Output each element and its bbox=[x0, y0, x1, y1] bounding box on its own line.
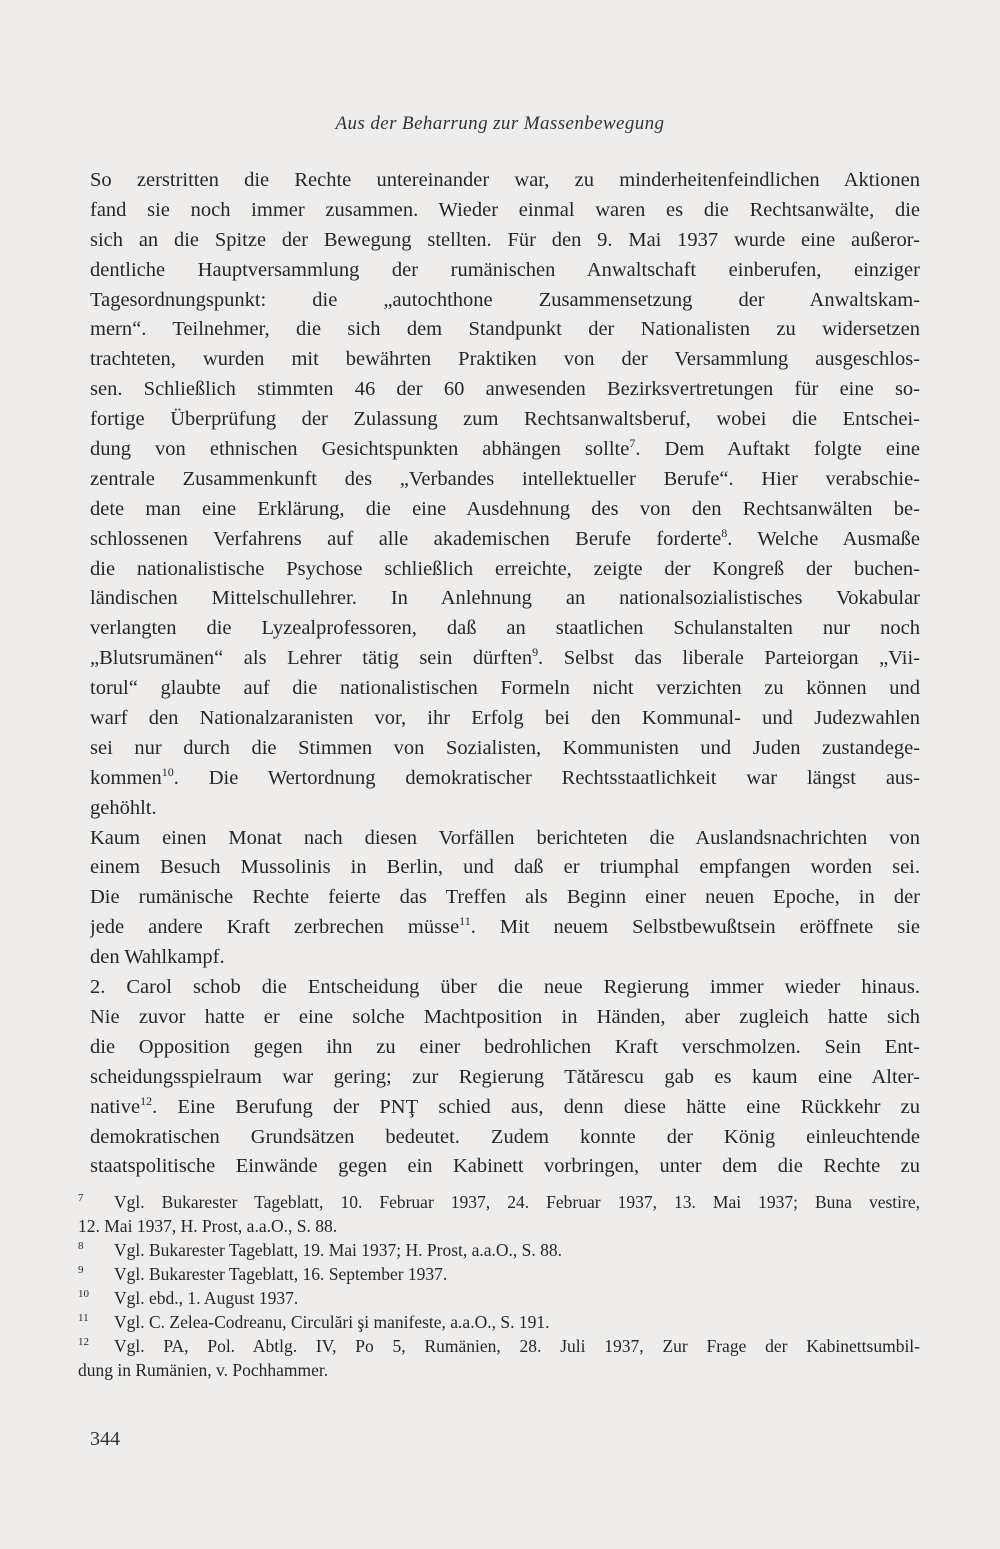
text-segment: . Welche Ausmaße bbox=[727, 527, 920, 550]
footnote-7: 7 Vgl. Bukarester Tageblatt, 10. Februar 1937, 24. Februar 1937, 13. Mai 1937; Buna vestire, bbox=[78, 1192, 920, 1212]
text-line bbox=[90, 764, 920, 794]
text-segment: . Die Wertordnung demokratischer Rechtsstaatlichkeit war längst aus- bbox=[173, 766, 920, 789]
footnote-11: 11 Vgl. C. Zelea-Codreanu, Circulări şi manifeste, a.a.O., S. 191. bbox=[78, 1312, 550, 1332]
text-line: 2. Carol schob die Entscheidung über die neue Regierung immer wieder hinaus. bbox=[90, 976, 920, 999]
footnote-10: 10 Vgl. ebd., 1. August 1937. bbox=[78, 1288, 299, 1308]
text-line: Nie zuvor hatte er eine solche Machtposition in Händen, aber zugleich hatte sich bbox=[90, 1005, 920, 1028]
footnote-text: Vgl. C. Zelea-Codreanu, Circulări şi manifeste, a.a.O., S. 191. bbox=[114, 1312, 550, 1332]
running-title: Aus der Beharrung zur Massenbewegung bbox=[335, 113, 665, 134]
text-line: scheidungsspielraum war gering; zur Regierung Tătărescu gab es kaum eine Alter- bbox=[90, 1065, 920, 1088]
text-line: verlangten die Lyzealprofessoren, daß an staatlichen Schulanstalten nur noch bbox=[90, 617, 920, 640]
body-text bbox=[90, 166, 920, 1182]
text-segment: dung von ethnischen Gesichtspunkten abhängen sollte bbox=[90, 438, 630, 461]
footnotes bbox=[78, 1190, 920, 1382]
text-line bbox=[90, 1093, 920, 1123]
text-line: ländischen Mittelschullehrer. In Anlehnung an nationalsozialistisches Vokabular bbox=[90, 587, 920, 610]
footnote-ref: 12 bbox=[140, 1093, 153, 1108]
footnote-text: Vgl. Bukarester Tageblatt, 16. September 1937. bbox=[114, 1264, 448, 1284]
text-segment: . Dem Auftakt folgte eine bbox=[635, 438, 920, 461]
text-line: So zerstritten die Rechte untereinander war, zu minderheitenfeindlichen Aktionen bbox=[90, 169, 920, 191]
text-line: torul“ glaubte auf die nationalistischen Formeln nicht verzichten zu können und bbox=[90, 677, 920, 700]
text-line: zentrale Zusammenkunft des „Verbandes intellektueller Berufe“. Hier verabschie- bbox=[90, 467, 920, 490]
text-line: fand sie noch immer zusammen. Wieder einmal waren es die Rechtsanwälte, die bbox=[90, 198, 920, 221]
footnote-12: 12 Vgl. PA, Pol. Abtlg. IV, Po 5, Rumänien, 28. Juli 1937, Zur Frage der Kabinettsumbil- bbox=[78, 1336, 920, 1356]
footnote-9: 9 Vgl. Bukarester Tageblatt, 16. September 1937. bbox=[78, 1264, 448, 1284]
text-segment: . Selbst das liberale Parteiorgan „Vii- bbox=[538, 647, 920, 670]
footnote-7-cont: 12. Mai 1937, H. Prost, a.a.O., S. 88. bbox=[78, 1216, 338, 1236]
text-line: die Opposition gegen ihn zu einer bedrohlichen Kraft verschmolzen. Sein Ent- bbox=[90, 1035, 920, 1058]
text-line: sei nur durch die Stimmen von Sozialisten, Kommunisten und Juden zustandege- bbox=[90, 736, 920, 759]
text-line: warf den Nationalzaranisten vor, ihr Erfolg bei den Kommunal- und Judezwahlen bbox=[90, 707, 920, 730]
text-line: fortige Überprüfung der Zulassung zum Rechtsanwaltsberuf, wobei die Entschei- bbox=[90, 408, 920, 431]
text-segment: „Blutsrumänen“ als Lehrer tätig sein dürften bbox=[90, 647, 533, 670]
text-segment: jede andere Kraft zerbrechen müsse bbox=[90, 916, 460, 939]
text-line bbox=[90, 644, 920, 674]
text-line: sen. Schließlich stimmten 46 der 60 anwesenden Bezirksvertretungen für eine so- bbox=[90, 378, 920, 401]
footnote-ref: 8 bbox=[721, 525, 728, 540]
text-line: Kaum einen Monat nach diesen Vorfällen berichteten die Auslandsnachrichten von bbox=[90, 826, 920, 849]
footnote-8: 8 Vgl. Bukarester Tageblatt, 19. Mai 1937; H. Prost, a.a.O., S. 88. bbox=[78, 1240, 563, 1260]
page-number: 344 bbox=[90, 1428, 120, 1450]
text-line: Tagesordnungspunkt: die „autochthone Zusammensetzung der Anwaltskam- bbox=[90, 288, 920, 311]
text-line: dete man eine Erklärung, die eine Ausdehnung des von den Rechtsanwälten be- bbox=[90, 497, 920, 520]
text-line: demokratischen Grundsätzen bedeutet. Zudem konnte der König einleuchtende bbox=[90, 1125, 920, 1148]
footnote-12-cont: dung in Rumänien, v. Pochhammer. bbox=[78, 1360, 329, 1380]
text-segment: . Mit neuem Selbstbewußtsein eröffnete sie bbox=[470, 916, 920, 939]
footnote-ref: 11 bbox=[459, 914, 471, 929]
text-line: sich an die Spitze der Bewegung stellten. Für den 9. Mai 1937 wurde eine außeror- bbox=[90, 228, 920, 251]
text-line: den Wahlkampf. bbox=[90, 946, 225, 969]
text-line: einem Besuch Mussolinis in Berlin, und daß er triumphal empfangen worden sei. bbox=[90, 856, 920, 879]
text-line: dentliche Hauptversammlung der rumänischen Anwaltschaft einberufen, einziger bbox=[90, 258, 920, 281]
footnote-text: Vgl. Bukarester Tageblatt, 19. Mai 1937; H. Prost, a.a.O., S. 88. bbox=[114, 1240, 563, 1260]
text-segment: kommen bbox=[90, 766, 162, 789]
footnote-ref: 10 bbox=[161, 764, 174, 779]
footnote-ref: 9 bbox=[532, 645, 539, 660]
text-line: staatspolitische Einwände gegen ein Kabinett vorbringen, unter dem die Rechte zu bbox=[90, 1155, 920, 1178]
text-segment: native bbox=[90, 1095, 141, 1118]
text-line bbox=[90, 525, 920, 555]
text-segment: . Eine Berufung der PNŢ schied aus, denn diese hätte eine Rückkehr zu bbox=[152, 1095, 920, 1118]
text-line: mern“. Teilnehmer, die sich dem Standpunkt der Nationalisten zu widersetzen bbox=[90, 318, 920, 341]
text-line: gehöhlt. bbox=[90, 796, 157, 819]
text-line: die nationalistische Psychose schließlich erreichte, zeigte der Kongreß der buchen- bbox=[90, 557, 920, 580]
footnote-text: Vgl. ebd., 1. August 1937. bbox=[114, 1288, 299, 1308]
footnote-text: Vgl. PA, Pol. Abtlg. IV, Po 5, Rumänien, 28. Juli 1937, Zur Frage der Kabinettsumbil- bbox=[114, 1336, 920, 1356]
text-segment: schlossenen Verfahrens auf alle akademischen Berufe forderte bbox=[90, 527, 722, 550]
text-line bbox=[90, 435, 920, 465]
text-line: trachteten, wurden mit bewährten Praktiken von der Versammlung ausgeschlos- bbox=[90, 348, 920, 371]
footnote-ref: 7 bbox=[629, 436, 636, 451]
text-line: Die rumänische Rechte feierte das Treffen als Beginn einer neuen Epoche, in der bbox=[90, 886, 920, 909]
footnote-text: Vgl. Bukarester Tageblatt, 10. Februar 1937, 24. Februar 1937, 13. Mai 1937; Buna vestire, bbox=[114, 1192, 920, 1212]
text-line bbox=[90, 913, 920, 943]
